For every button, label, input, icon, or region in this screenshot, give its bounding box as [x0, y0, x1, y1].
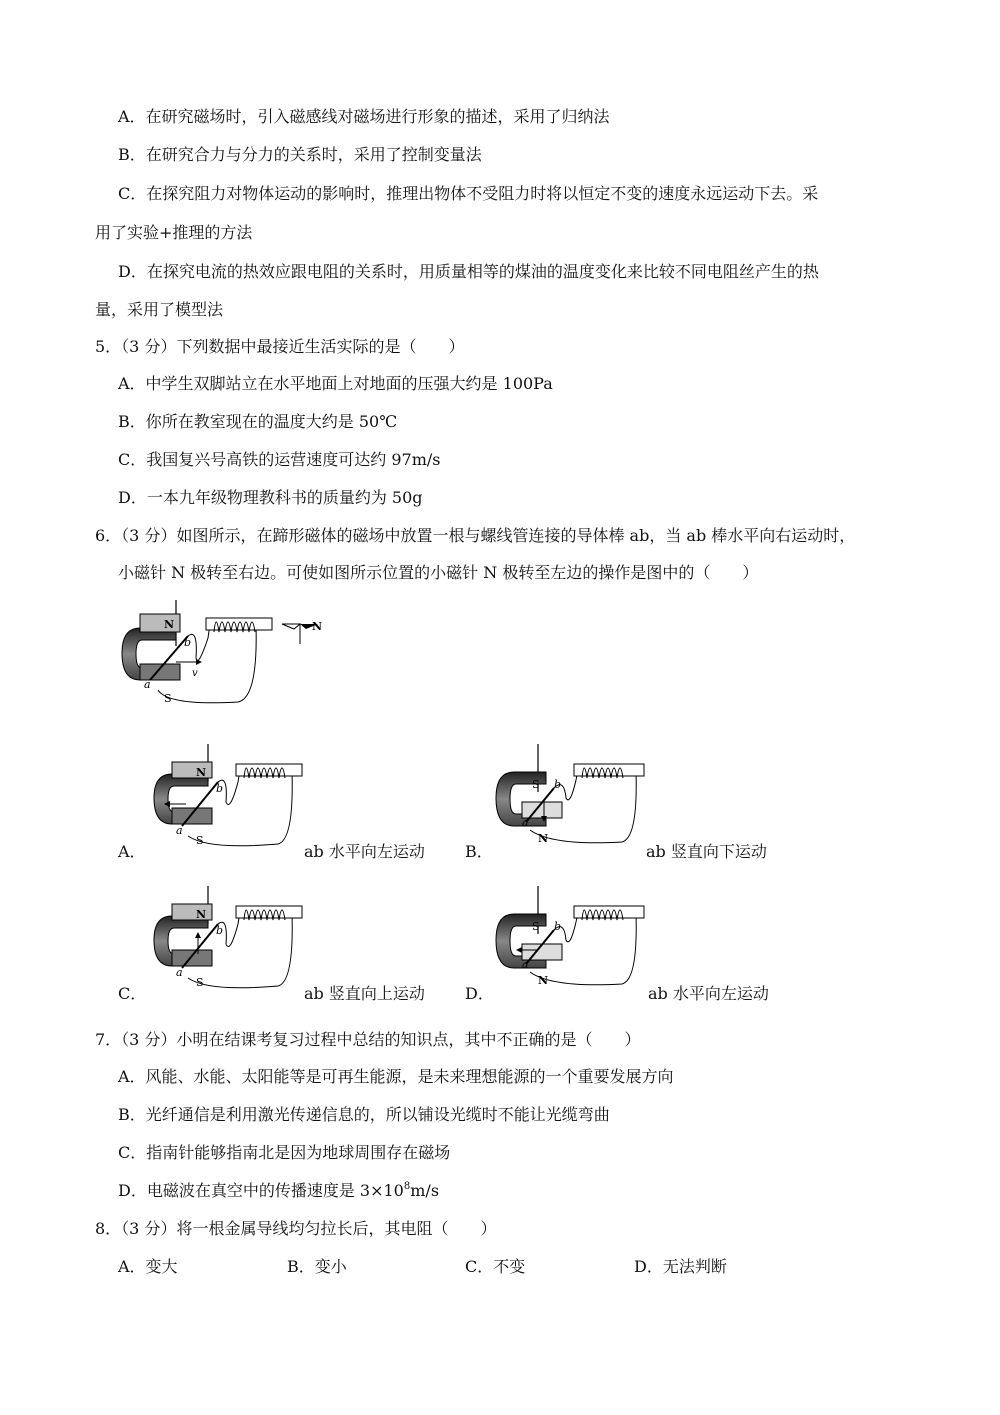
pole-n-label: N — [196, 766, 207, 779]
pole-s-label: S — [196, 976, 204, 989]
q6-option-a-text: ab 水平向左运动 — [304, 842, 425, 861]
q5-option-d: D．一本九年级物理教科书的质量约为 50g — [118, 488, 423, 507]
q4-option-b: B．在研究合力与分力的关系时，采用了控制变量法 — [118, 145, 482, 164]
q6-option-d-figure — [492, 884, 652, 992]
q6-option-a-figure — [148, 742, 308, 850]
pole-n-label: N — [538, 832, 549, 845]
pole-n-label: N — [164, 618, 175, 631]
q4-option-a: A．在研究磁场时，引入磁感线对磁场进行形象的描述，采用了归纳法 — [118, 107, 610, 126]
rod-end-a: a — [522, 816, 529, 829]
pole-s-label: S — [164, 692, 172, 705]
q5-stem: 5．（3 分）下列数据中最接近生活实际的是（ ） — [95, 337, 465, 356]
velocity-label: v — [192, 668, 198, 679]
pole-s-label: S — [196, 834, 204, 847]
q4-option-c-line2: 用了实验+推理的方法 — [95, 223, 253, 242]
q8-option-a: A．变大 — [118, 1257, 178, 1276]
rod-end-a: a — [522, 958, 529, 971]
pole-n-label: N — [196, 908, 207, 921]
rod-end-a: a — [176, 966, 183, 979]
q6-option-d-letter: D． — [465, 984, 494, 1003]
q6-option-c-figure — [148, 884, 308, 992]
rod-end-b: b — [554, 778, 562, 791]
q6-option-b-letter: B． — [465, 842, 493, 861]
q7-option-a: A．风能、水能、太阳能等是可再生能源，是未来理想能源的一个重要发展方向 — [118, 1067, 674, 1086]
q7-option-d-text: D．电磁波在真空中的传播速度是 3×10 — [118, 1181, 404, 1200]
q5-option-c: C．我国复兴号高铁的运营速度可达约 97m/s — [118, 450, 441, 469]
rod-end-b: b — [216, 924, 224, 937]
q8-option-b: B．变小 — [287, 1257, 347, 1276]
q7-option-c: C．指南针能够指南北是因为地球周围存在磁场 — [118, 1143, 451, 1162]
q6-option-b-text: ab 竖直向下运动 — [646, 842, 767, 861]
q4-option-d-line1: D．在探究电流的热效应跟电阻的关系时，用质量相等的煤油的温度变化来比较不同电阻丝产生的热 — [118, 262, 819, 281]
q6-option-d-text: ab 水平向左运动 — [648, 984, 769, 1003]
q6-stem-line2: 小磁针 N 极转至右边。可使如图所示位置的小磁针 N 极转至左边的操作是图中的（ ） — [118, 563, 759, 582]
q8-option-c: C．不变 — [465, 1257, 526, 1276]
q8-stem: 8．（3 分）将一根金属导线均匀拉长后，其电阻（ ） — [95, 1219, 497, 1238]
q8-option-d: D．无法判断 — [634, 1257, 727, 1276]
q6-option-a-letter: A． — [118, 842, 146, 861]
q5-option-b: B．你所在教室现在的温度大约是 50℃ — [118, 412, 398, 431]
pole-n-label: N — [538, 974, 549, 987]
q7-option-d-exponent: 8 — [403, 1181, 411, 1192]
q7-stem: 7．（3 分）小明在结课考复习过程中总结的知识点，其中不正确的是（ ） — [95, 1030, 641, 1049]
q7-option-d-unit: m/s — [410, 1181, 440, 1200]
rod-end-b: b — [216, 782, 224, 795]
rod-end-a: a — [144, 678, 151, 691]
q7-option-b: B．光纤通信是利用激光传递信息的，所以铺设光缆时不能让光缆弯曲 — [118, 1105, 610, 1124]
q7-option-d — [118, 1181, 439, 1201]
pole-s-label: S — [532, 778, 540, 791]
rod-end-b: b — [554, 920, 562, 933]
q4-option-d-line2: 量，采用了模型法 — [95, 300, 224, 319]
q5-option-a: A．中学生双脚站立在水平地面上对地面的压强大约是 100Pa — [118, 374, 553, 393]
q6-main-figure — [118, 598, 348, 708]
needle-n-label: N — [312, 620, 323, 633]
q6-option-c-text: ab 竖直向上运动 — [304, 984, 425, 1003]
pole-s-label: S — [532, 920, 540, 933]
q6-stem-line1: 6．（3 分）如图所示，在蹄形磁体的磁场中放置一根与螺线管连接的导体棒 ab，当 ab 棒水平向右运动时， — [95, 526, 856, 545]
rod-end-b: b — [184, 636, 192, 649]
q6-option-c-letter: C． — [118, 984, 147, 1003]
rod-end-a: a — [176, 824, 183, 837]
q4-option-c-line1: C．在探究阻力对物体运动的影响时，推理出物体不受阻力时将以恒定不变的速度永远运动下去。采 — [118, 184, 819, 203]
q6-option-b-figure — [492, 742, 652, 850]
